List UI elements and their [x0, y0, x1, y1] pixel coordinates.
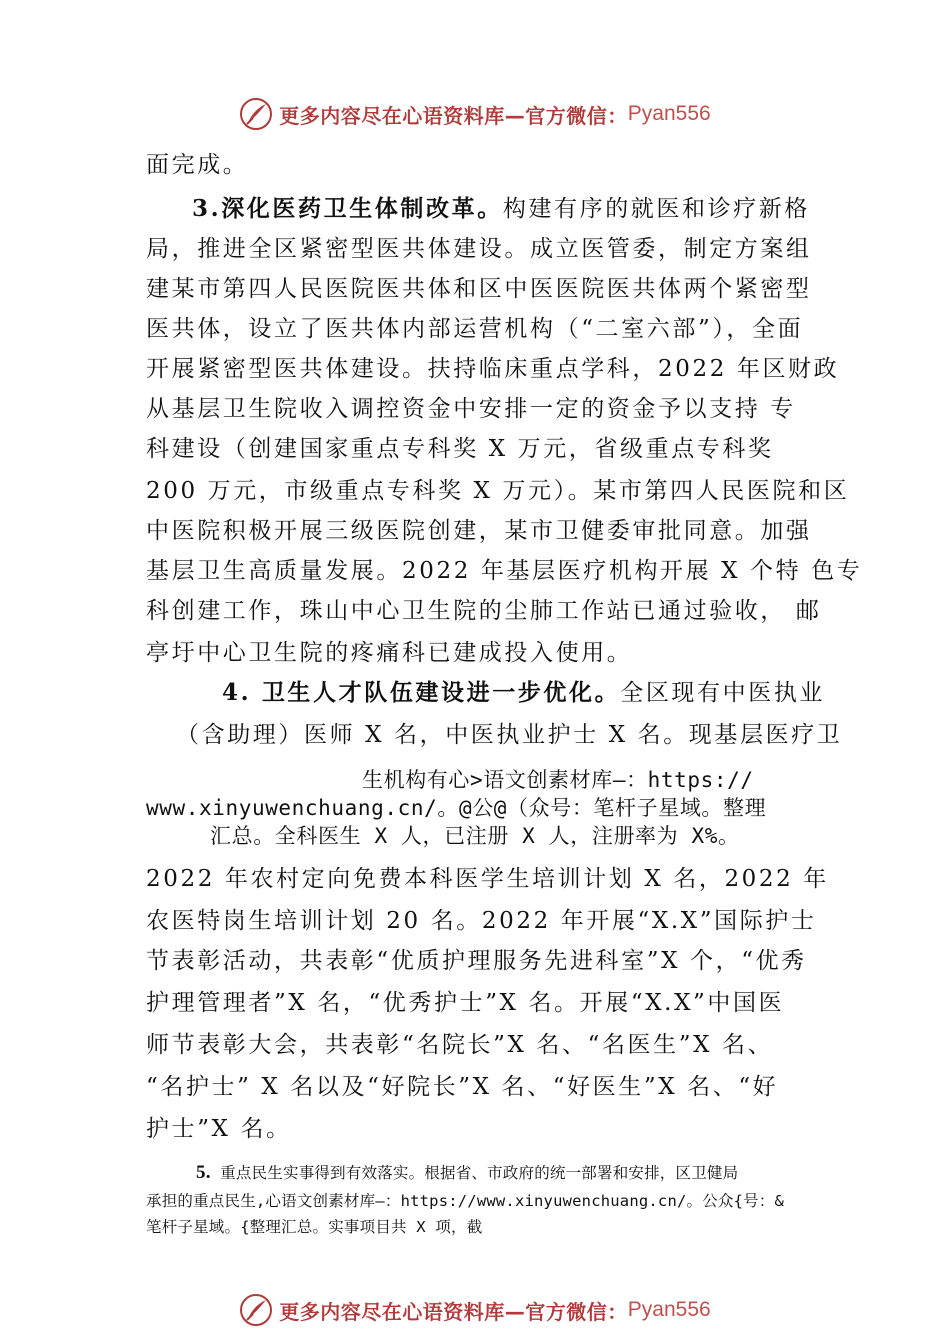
- watermark-banner-bottom: [0, 1288, 950, 1332]
- text-line: 农医特岗生培训计划 20 名。2022 年开展“X.X”国际护士: [146, 908, 817, 934]
- paragraph-5-first-line: [196, 1160, 738, 1186]
- watermark-wechat-id: Pyan556: [627, 1298, 711, 1321]
- text-line: 护士”X 名。: [146, 1116, 292, 1142]
- text-line: 笔杆子星域。{整理汇总。实事项目共 X 项，截: [146, 1218, 483, 1236]
- text-line: 中医院积极开展三级医院创建，某市卫健委审批同意。加强: [146, 518, 812, 544]
- text-line: 开展紧密型医共体建设。扶持临床重点学科，2022 年区财政: [146, 356, 840, 382]
- paragraph-3-first-line: [192, 194, 872, 226]
- text-line: 科创建工作，珠山中心卫生院的尘肺工作站已通过验收， 邮: [146, 598, 822, 624]
- text-line: 节表彰活动，共表彰“优质护理服务先进科室”X 个，“优秀: [146, 948, 807, 974]
- text-line: 200 万元，市级重点专科奖 X 万元）。某市第四人民医院和区: [146, 478, 850, 504]
- text-line: www.xinyuwenchuang.cn/。@公@（众号：笔杆子星域。整理: [146, 796, 767, 820]
- text-line: 从基层卫生院收入调控资金中安排一定的资金予以支持 专: [146, 396, 796, 422]
- text-line: （含助理）医师 X 名，中医执业护士 X 名。现基层医疗卫: [176, 722, 843, 748]
- text-line: 汇总。全科医生 X 人，已注册 X 人，注册率为 X%。: [210, 824, 740, 848]
- watermark-text: 更多内容尽在心语资料库—官方微信：: [279, 103, 628, 128]
- text-line: “名护士” X 名以及“好院长”X 名、“好医生”X 名、“好: [146, 1074, 779, 1100]
- text-line: 医共体，设立了医共体内部运营机构（“二室六部”），全面: [146, 316, 804, 342]
- text-run: 构建有序的就医和诊疗新格: [502, 196, 811, 222]
- text-line: 亭圩中心卫生院的疼痛科已建成投入使用。: [146, 640, 633, 666]
- text-line: 护理管理者”X 名，“优秀护士”X 名。开展“X.X”中国医: [146, 990, 785, 1016]
- text-line: 局，推进全区紧密型医共体建设。成立医管委，制定方案组: [146, 236, 812, 262]
- text-line: 承担的重点民生,心语文创素材库—：https://www.xinyuwenchuang.cn/。公众{号：&: [146, 1192, 785, 1210]
- text-line: 建某市第四人民医院医共体和区中医医院医共体两个紧密型: [146, 276, 812, 302]
- paragraph-5-number: 5.: [196, 1162, 211, 1183]
- text-line: 基层卫生高质量发展。2022 年基层医疗机构开展 X 个特 色专: [146, 558, 863, 584]
- text-run: 全区现有中医执业: [620, 680, 826, 706]
- watermark-wechat-id: Pyan556: [627, 102, 711, 125]
- text-line: 师节表彰大会，共表彰“名院长”X 名、“名医生”X 名、: [146, 1032, 774, 1058]
- text-run: 重点民生实事得到有效落实。根据省、市政府的统一部署和安排，区卫健局: [210, 1164, 739, 1182]
- feather-logo-icon: [239, 97, 273, 131]
- paragraph-3-heading: 3.深化医药卫生体制改革。: [192, 195, 503, 222]
- paragraph-4-heading: 4. 卫生人才队伍建设进一步优化。: [222, 679, 621, 706]
- paragraph-4-first-line: [222, 678, 902, 710]
- text-line: 2022 年农村定向免费本科医学生培训计划 X 名，2022 年: [146, 866, 829, 892]
- watermark-text: 更多内容尽在心语资料库—官方微信：: [279, 1299, 628, 1324]
- text-line: 生机构有心>语文创素材库—：https://: [362, 768, 754, 792]
- feather-logo-icon: [239, 1293, 273, 1327]
- text-line: 面完成。: [146, 152, 249, 178]
- watermark-banner-top: [0, 92, 950, 136]
- text-line: 科建设（创建国家重点专科奖 X 万元，省级重点专科奖: [146, 436, 774, 462]
